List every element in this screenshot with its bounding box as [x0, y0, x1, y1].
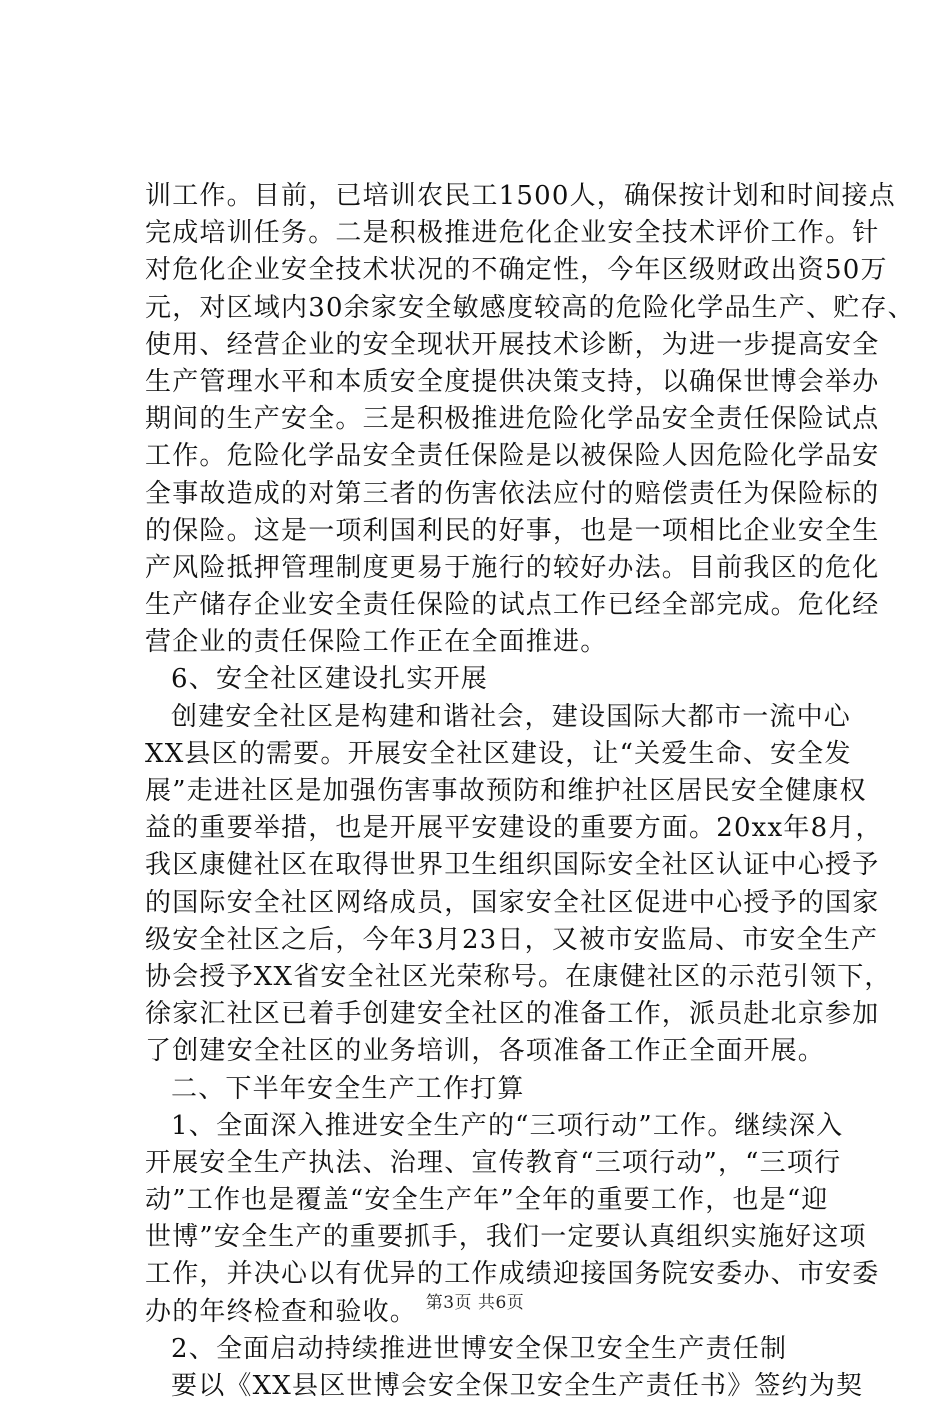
- text-line: 二、下半年安全生产工作打算: [171, 1073, 525, 1104]
- text-line: 对危化企业安全技术状况的不确定性，今年区级财政出资50万: [145, 255, 888, 286]
- body-text: [145, 178, 915, 1405]
- text-line: 工作。危险化学品安全责任保险是以被保险人因危险化学品安: [145, 441, 880, 472]
- text-line: 办的年终检查和验收。: [145, 1296, 418, 1327]
- text-line: 创建安全社区是构建和谐社会，建设国际大都市一流中心: [171, 701, 852, 732]
- text-line: 生产储存企业安全责任保险的试点工作已经全部完成。危化经: [145, 590, 880, 621]
- text-line: 2、全面启动持续推进世博安全保卫安全生产责任制: [171, 1333, 788, 1364]
- text-line: 1、全面深入推进安全生产的“三项行动”工作。继续深入: [171, 1110, 844, 1141]
- text-line: 全事故造成的对第三者的伤害依法应付的赔偿责任为保险标的: [145, 478, 880, 509]
- text-line: 协会授予XX省安全社区光荣称号。在康健社区的示范引领下，: [145, 961, 892, 992]
- text-line: 我区康健社区在取得世界卫生组织国际安全社区认证中心授予: [145, 850, 880, 881]
- text-line: 世博”安全生产的重要抓手，我们一定要认真组织实施好这项: [145, 1222, 867, 1253]
- text-line: 展”走进社区是加强伤害事故预防和维护社区居民安全健康权: [145, 776, 867, 806]
- text-line: 要以《XX县区世博会安全保卫安全生产责任书》签约为契: [171, 1371, 864, 1401]
- text-line: 元，对区域内30余家安全敏感度较高的危险化学品生产、贮存、: [145, 292, 915, 323]
- text-line: 的国际安全社区网络成员，国家安全社区促进中心授予的国家: [145, 887, 880, 918]
- text-line: 训工作。目前，已培训农民工1500人，确保按计划和时间接点: [145, 181, 896, 211]
- page-footer: 第3页 共6页: [425, 1293, 525, 1313]
- text-line: 的保险。这是一项利国利民的好事，也是一项相比企业安全生: [145, 515, 880, 546]
- text-line: 6、安全社区建设扎实开展: [171, 664, 488, 695]
- text-line: 完成培训任务。二是积极推进危化企业安全技术评价工作。针: [145, 218, 880, 249]
- text-line: 徐家汇社区已着手创建安全社区的准备工作，派员赴北京参加: [145, 999, 880, 1030]
- text-line: 工作，并决心以有优异的工作成绩迎接国务院安委办、市安委: [145, 1259, 880, 1290]
- text-line: 营企业的责任保险工作正在全面推进。: [145, 627, 608, 658]
- text-line: 级安全社区之后，今年3月23日，又被市安监局、市安全生产: [145, 924, 879, 955]
- text-line: 动”工作也是覆盖“安全生产年”全年的重要工作，也是“迎: [145, 1185, 829, 1216]
- text-line: 了创建安全社区的业务培训，各项准备工作正全面开展。: [145, 1036, 826, 1067]
- text-line: 期间的生产安全。三是积极推进危险化学品安全责任保险试点: [145, 404, 880, 435]
- text-line: 使用、经营企业的安全现状开展技术诊断，为进一步提高安全: [145, 329, 880, 360]
- text-line: XX县区的需要。开展安全社区建设，让“关爱生命、安全发: [145, 738, 852, 769]
- text-line: 生产管理水平和本质安全度提供决策支持，以确保世博会举办: [145, 366, 880, 397]
- text-line: 开展安全生产执法、治理、宣传教育“三项行动”，“三项行: [145, 1147, 842, 1178]
- text-line: 产风险抵押管理制度更易于施行的较好办法。目前我区的危化: [145, 552, 880, 583]
- text-line: 益的重要举措，也是开展平安建设的重要方面。20xx年8月，: [145, 813, 883, 844]
